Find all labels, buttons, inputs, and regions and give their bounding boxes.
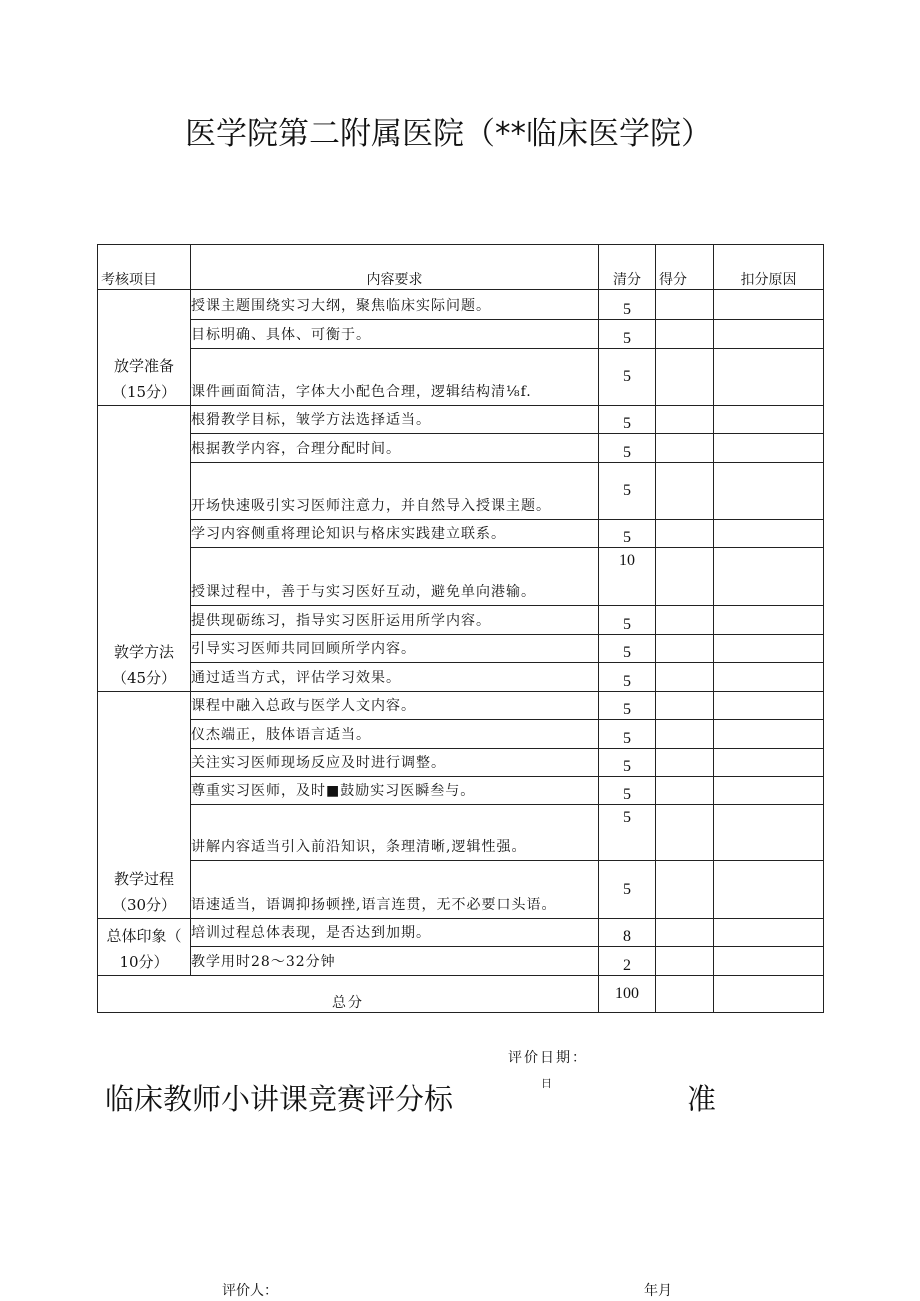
table-row (98, 692, 824, 720)
requirement-text: 语速适当，语调抑扬顿挫,语言连贯，无不必要口头语。 (191, 861, 599, 919)
requirement-text: 开场快速吸引实习医师注意力，并自然导入授课主题。 (191, 463, 599, 520)
table-row (98, 663, 824, 692)
category-cell (98, 406, 191, 692)
table-row (98, 463, 824, 520)
requirement-text: 通过适当方式，评估学习效果。 (191, 663, 599, 692)
total-score-value: 100 (599, 976, 656, 1013)
table-row (98, 406, 824, 434)
score-input-cell[interactable] (656, 635, 714, 663)
total-label: 总分 (98, 976, 599, 1013)
requirement-text: 根猾教学目标，皱学方法选择适当。 (191, 406, 599, 434)
bottom-title: 临床教师小讲课竞赛评分标 (105, 1082, 454, 1116)
deduction-reason-cell[interactable] (714, 692, 824, 720)
table-row (98, 805, 824, 861)
full-score-value: 5 (599, 320, 656, 349)
full-score-value: 5 (599, 520, 656, 548)
score-input-cell[interactable] (656, 861, 714, 919)
score-input-cell[interactable] (656, 548, 714, 606)
category-name: 放学准备 (113, 357, 174, 375)
score-input-cell[interactable] (656, 463, 714, 520)
full-score-value: 5 (599, 349, 656, 406)
table-row (98, 548, 824, 606)
table-row (98, 635, 824, 663)
score-input-cell[interactable] (656, 663, 714, 692)
requirement-text: 授课主题围绕实习大纲，聚焦临床实际问题。 (191, 290, 599, 320)
full-score-value: 5 (599, 777, 656, 805)
requirement-text: 根据教学内容，合理分配时间。 (191, 434, 599, 463)
deduction-reason-cell[interactable] (714, 320, 824, 349)
requirement-text: 关注实习医师现场反应及时进行调整。 (191, 749, 599, 777)
score-input-cell[interactable] (656, 520, 714, 548)
full-score-value: 5 (599, 434, 656, 463)
full-score-value: 8 (599, 919, 656, 947)
bottom-title-end: 准 (687, 1082, 717, 1116)
table-row (98, 777, 824, 805)
category-cell (98, 692, 191, 919)
table-row (98, 290, 824, 320)
deduction-reason-cell[interactable] (714, 947, 824, 976)
deduction-reason-cell[interactable] (714, 777, 824, 805)
deduction-reason-cell[interactable] (714, 290, 824, 320)
requirement-text: 课程中融入总政与医学人文内容。 (191, 692, 599, 720)
header-deduction-reason: 扣分原因 (714, 245, 824, 290)
full-score-value: 5 (599, 463, 656, 520)
full-score-value: 2 (599, 947, 656, 976)
deduction-reason-cell[interactable] (714, 861, 824, 919)
score-input-cell[interactable] (656, 290, 714, 320)
requirement-text: 授课过程中，善于与实习医好互动，避免单向港输。 (191, 548, 599, 606)
header-category: 考核项目 (98, 245, 191, 290)
deduction-reason-cell[interactable] (714, 635, 824, 663)
document-title: 医学院第二附属医院（**临床医学院） (185, 116, 712, 152)
requirement-text: 仪杰端正，肢体语言适当。 (191, 720, 599, 749)
full-score-value: 5 (599, 749, 656, 777)
full-score-value: 5 (599, 805, 656, 861)
requirement-text: 教学用时28～32分钟 (191, 947, 599, 976)
full-score-value: 5 (599, 290, 656, 320)
score-input-cell[interactable] (656, 720, 714, 749)
category-name: 总体印象（ (106, 927, 182, 945)
category-points: （30分） (111, 896, 177, 914)
score-input-cell[interactable] (656, 320, 714, 349)
full-score-value: 5 (599, 406, 656, 434)
requirement-text: 课件画面简洁，字体大小配色合理，逻辑结构清⅛f. (191, 349, 599, 406)
table-row (98, 349, 824, 406)
deduction-reason-cell[interactable] (714, 919, 824, 947)
table-row (98, 919, 824, 947)
full-score-value: 5 (599, 861, 656, 919)
score-input-cell[interactable] (656, 434, 714, 463)
score-input-cell[interactable] (656, 749, 714, 777)
requirement-text: 学习内容侧重将理论知识与格床实践建立联系。 (191, 520, 599, 548)
deduction-reason-cell[interactable] (714, 805, 824, 861)
requirement-text: 讲解内容适当引入前沿知识，条理清晰,逻辑性强。 (191, 805, 599, 861)
category-name: 敦学方法 (113, 643, 174, 661)
score-input-cell[interactable] (656, 947, 714, 976)
category-name: 教学过程 (113, 870, 174, 888)
score-input-cell[interactable] (656, 777, 714, 805)
full-score-value: 5 (599, 720, 656, 749)
total-score-input-cell[interactable] (656, 976, 714, 1013)
deduction-reason-cell[interactable] (714, 463, 824, 520)
full-score-value: 5 (599, 692, 656, 720)
full-score-value: 5 (599, 606, 656, 635)
deduction-reason-cell[interactable] (714, 434, 824, 463)
requirement-text: 提供现砺练习，指导实习医肝运用所学内容。 (191, 606, 599, 635)
category-points: （15分） (111, 383, 177, 401)
deduction-reason-cell[interactable] (714, 749, 824, 777)
table-row (98, 947, 824, 976)
table-row (98, 320, 824, 349)
category-cell (98, 290, 191, 406)
header-score: 得分 (656, 245, 714, 290)
table-header-row (98, 245, 824, 290)
evaluator-label: 评价人： (222, 1283, 278, 1299)
year-month-label: 年月 (644, 1283, 672, 1299)
requirement-text: 目标明确、具体、可衡于。 (191, 320, 599, 349)
deduction-reason-cell[interactable] (714, 548, 824, 606)
header-requirements: 内容要求 (191, 245, 599, 290)
requirement-text: 尊重实习医师，及时■鼓励实习医瞬叁与。 (191, 777, 599, 805)
evaluation-date-label: 评价日期： (508, 1050, 588, 1066)
deduction-reason-cell[interactable] (714, 663, 824, 692)
deduction-reason-cell[interactable] (714, 406, 824, 434)
category-points: （45分） (111, 669, 177, 687)
deduction-reason-cell[interactable] (714, 606, 824, 635)
score-input-cell[interactable] (656, 692, 714, 720)
table-row (98, 749, 824, 777)
category-points: 10分） (119, 953, 169, 971)
category-cell (98, 919, 191, 976)
deduction-reason-cell[interactable] (714, 720, 824, 749)
deduction-reason-cell[interactable] (714, 349, 824, 406)
total-row (98, 976, 824, 1013)
full-score-value: 5 (599, 663, 656, 692)
table-row (98, 520, 824, 548)
table-row (98, 606, 824, 635)
scoring-table (97, 244, 824, 1013)
requirement-text: 培训过程总体表现，是否达到加期。 (191, 919, 599, 947)
requirement-text: 引导实习医师共同回顾所学内容。 (191, 635, 599, 663)
full-score-value: 5 (599, 635, 656, 663)
score-input-cell[interactable] (656, 919, 714, 947)
header-full-score: 清分 (599, 245, 656, 290)
table-row (98, 720, 824, 749)
table-row (98, 434, 824, 463)
full-score-value: 10 (599, 548, 656, 606)
score-input-cell[interactable] (656, 805, 714, 861)
table-row (98, 861, 824, 919)
deduction-reason-cell[interactable] (714, 520, 824, 548)
score-input-cell[interactable] (656, 606, 714, 635)
score-input-cell[interactable] (656, 349, 714, 406)
day-label: 日 (541, 1077, 552, 1090)
total-deduction-cell[interactable] (714, 976, 824, 1013)
score-input-cell[interactable] (656, 406, 714, 434)
